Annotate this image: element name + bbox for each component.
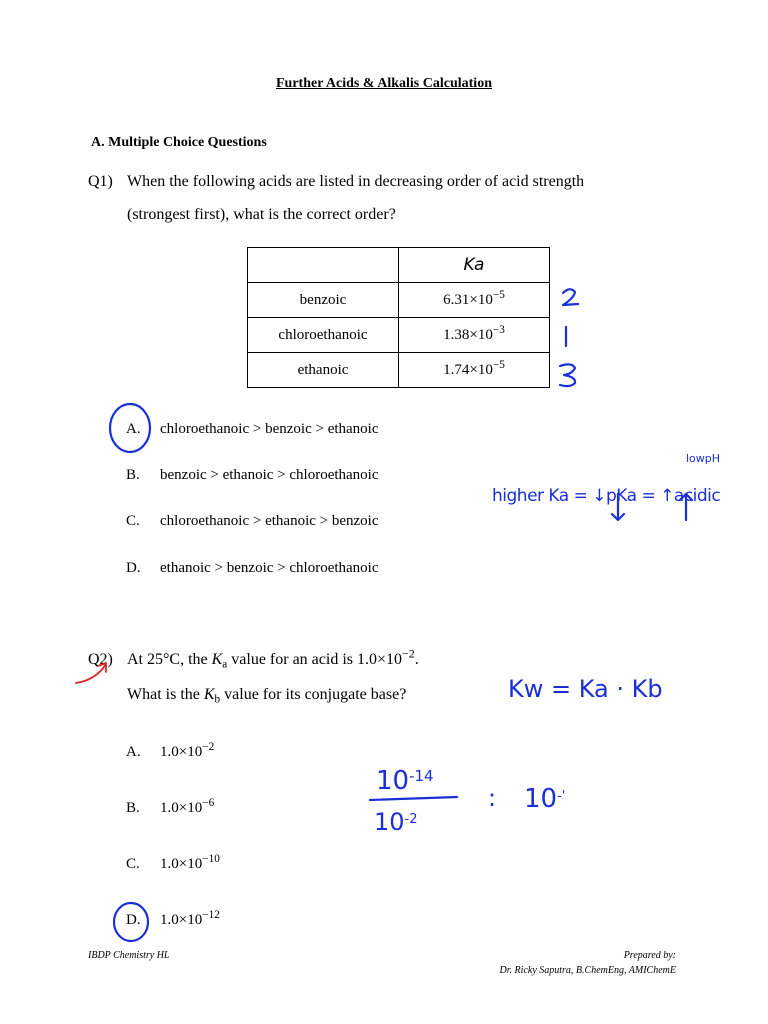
handwritten-note-ka: higher Ka = ↓pKa = ↑acidic <box>492 486 721 506</box>
q1-option-a[interactable]: A. chloroethanoic > benzoic > ethanoic <box>126 421 379 437</box>
table-row <box>248 283 550 318</box>
rank-2-mark <box>563 289 578 305</box>
handwritten-fraction-result: 10-' <box>524 784 566 814</box>
table-row <box>248 318 550 353</box>
handwritten-fraction-denominator: $10^{-2}$ <box>374 808 418 836</box>
table-row <box>248 353 550 388</box>
q2-line1: At 25°C, the $K_a$ value for an acid is $1.0\times 10^{-2}$. <box>127 646 419 671</box>
acid-name: benzoic <box>248 283 399 318</box>
q1-line1: When the following acids are listed in decreasing order of acid strength <box>127 173 585 190</box>
ka-value: $1.38\times 10^{-3}$ <box>399 318 550 353</box>
acid-name: ethanoic <box>248 353 399 388</box>
footer-course: IBDP Chemistry HL <box>88 950 170 961</box>
handwritten-fraction-numerator: $10^{-14}$ <box>376 766 434 796</box>
q1-number: Q1) <box>88 173 113 190</box>
q2-number: Q2) <box>88 651 113 668</box>
handwritten-note-low-ph: lowpH <box>686 452 721 465</box>
q2-option-b[interactable]: B. $1.0\times 10^{-6}$ <box>126 796 215 816</box>
q1-option-c[interactable]: C. chloroethanoic > ethanoic > benzoic <box>126 513 379 529</box>
section-heading: A. Multiple Choice Questions <box>91 135 267 150</box>
page-title: Further Acids & Alkalis Calculation <box>276 76 492 91</box>
acid-name: chloroethanoic <box>248 318 399 353</box>
fraction-bar <box>370 797 457 800</box>
ka-table <box>247 247 550 388</box>
q2-option-a[interactable]: A. $1.0\times 10^{-2}$ <box>126 740 215 760</box>
header-ka-label: Ka <box>463 255 485 275</box>
header-ka-cell <box>399 248 550 283</box>
q2-option-d[interactable]: D. $1.0\times 10^{-12}$ <box>126 908 220 928</box>
ka-value: $1.74\times 10^{-5}$ <box>399 353 550 388</box>
footer-prepared-by: Prepared by: <box>623 950 676 961</box>
q1-option-d[interactable]: D. ethanoic > benzoic > chloroethanoic <box>126 560 379 576</box>
q1-option-b[interactable]: B. benzoic > ethanoic > chloroethanoic <box>126 467 379 483</box>
footer-author: Dr. Ricky Saputra, B.ChemEng, AMIChemE <box>499 965 676 976</box>
header-acid-cell <box>248 248 399 283</box>
rank-3-mark <box>560 364 575 386</box>
handwritten-kw-relation: Kw = Ka · Kb <box>508 675 663 703</box>
q2-option-c[interactable]: C. $1.0\times 10^{-10}$ <box>126 852 220 872</box>
handwritten-equals: : <box>488 784 497 812</box>
ka-value: $6.31\times 10^{-5}$ <box>399 283 550 318</box>
table-header-row <box>248 248 550 283</box>
q2-line2: What is the $K_b$ value for its conjugate base? <box>127 686 407 706</box>
q1-line2: (strongest first), what is the correct order? <box>127 206 396 223</box>
